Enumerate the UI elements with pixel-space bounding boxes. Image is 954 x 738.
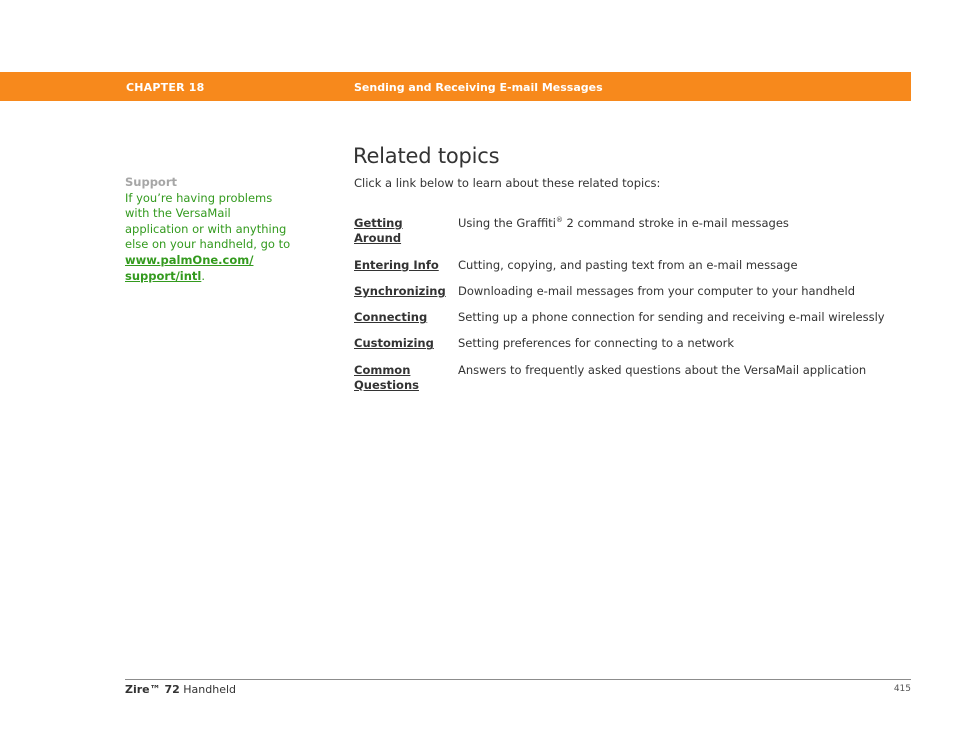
topic-row — [354, 336, 904, 351]
topic-description: Downloading e-mail messages from your computer to your handheld — [458, 283, 855, 298]
registered-mark: ® — [555, 216, 563, 225]
topic-link-common-questions[interactable]: Common Questions — [354, 362, 419, 393]
related-topics-list — [354, 216, 904, 404]
chapter-number: CHAPTER 18 — [126, 81, 205, 94]
topic-row — [354, 310, 904, 325]
page-title: Related topics — [353, 144, 500, 168]
product-suffix: Handheld — [179, 683, 237, 696]
footer-divider — [125, 679, 911, 680]
topic-description: Setting preferences for connecting to a network — [458, 336, 735, 351]
footer-product-name — [125, 683, 236, 696]
page-number: 415 — [893, 684, 911, 694]
topic-row — [354, 363, 904, 394]
topic-description-text: Using the Graffiti — [458, 216, 556, 230]
sidebar-text-end: . — [201, 268, 205, 283]
topic-row — [354, 216, 904, 247]
intro-text: Click a link below to learn about these related topics: — [354, 176, 661, 190]
chapter-title: Sending and Receiving E-mail Messages — [354, 81, 603, 94]
topic-row — [354, 284, 904, 299]
topic-link-synchronizing[interactable]: Synchronizing — [354, 283, 446, 298]
product-model: Zire™ 72 — [125, 683, 180, 696]
sidebar-heading: Support — [125, 175, 178, 189]
sidebar-text: If you’re having problems with the VersaMail application or with anything else on your handheld, go to — [125, 190, 291, 252]
topic-link-getting-around[interactable]: Getting Around — [354, 216, 403, 246]
topic-description: Cutting, copying, and pasting text from an e-mail message — [458, 257, 798, 272]
support-sidebar — [125, 175, 297, 284]
topic-description: Setting up a phone connection for sending and receiving e-mail wirelessly — [458, 310, 885, 325]
topic-link-entering-info[interactable]: Entering Info — [354, 257, 439, 272]
topic-link-connecting[interactable]: Connecting — [354, 310, 428, 325]
support-link[interactable]: www.palmOne.com/ support/intl — [125, 252, 254, 283]
topic-description: Answers to frequently asked questions about the VersaMail application — [458, 362, 867, 377]
topic-description — [458, 216, 904, 231]
topic-description-text-end: 2 command stroke in e-mail messages — [562, 216, 789, 230]
topic-row — [354, 258, 904, 273]
topic-link-customizing[interactable]: Customizing — [354, 336, 434, 351]
